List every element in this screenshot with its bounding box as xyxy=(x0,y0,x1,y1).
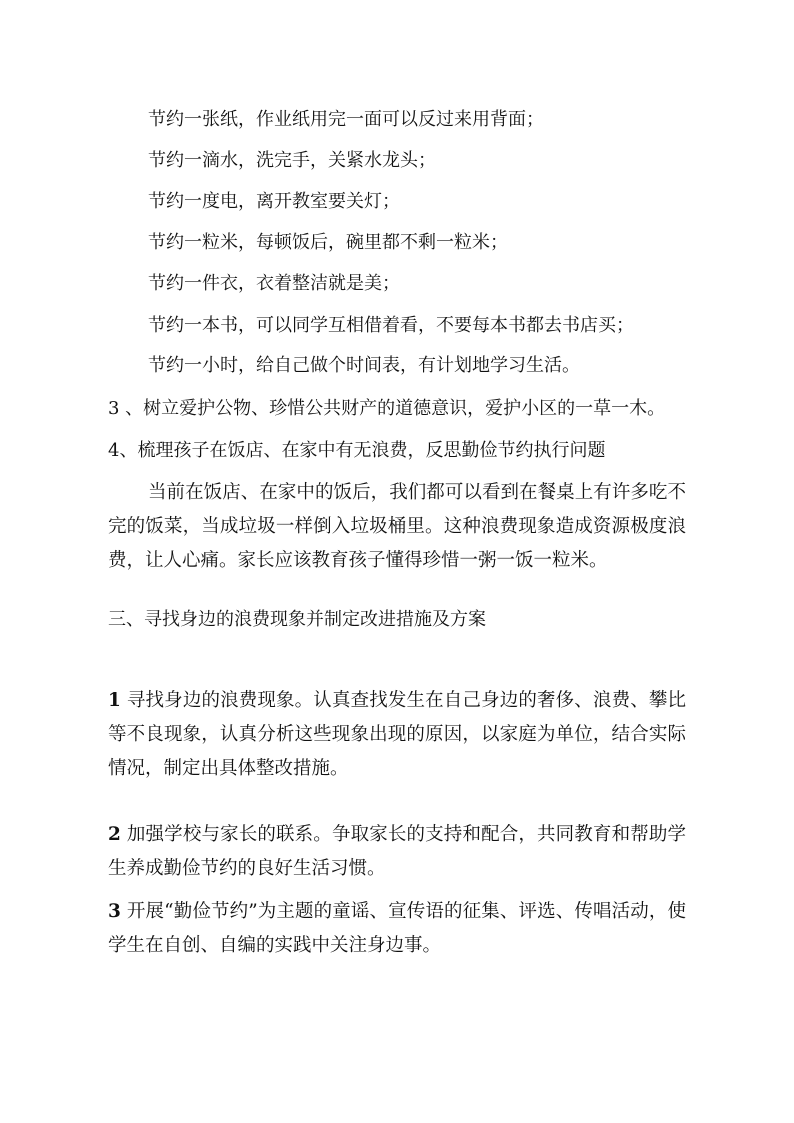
item-4: 4、梳理孩子在饭店、在家中有无浪费，反思勤俭节约执行问题 xyxy=(108,440,606,461)
measure-3 xyxy=(108,895,686,963)
measure-2 xyxy=(108,818,686,886)
saving-line-clothes: 节约一件衣，衣着整洁就是美； xyxy=(148,273,400,294)
measure-3-number: 3 xyxy=(108,901,121,922)
measure-3-text: 开展“勤俭节约”为主题的童谣、宣传语的征集、评选、传唱活动，使学生在自创、自编的实践中关注身边事。 xyxy=(108,901,686,956)
measure-1-number: 1 xyxy=(108,690,121,711)
saving-line-rice: 节约一粒米，每顿饭后，碗里都不剩一粒米； xyxy=(148,232,508,253)
saving-line-water: 节约一滴水，洗完手，关紧水龙头； xyxy=(148,150,436,171)
measure-1 xyxy=(108,684,686,786)
measure-2-text: 加强学校与家长的联系。争取家长的支持和配合，共同教育和帮助学生养成勤俭节约的良好生活习惯。 xyxy=(108,824,686,879)
item-3: 3 、树立爱护公物、珍惜公共财产的道德意识，爱护小区的一草一木。 xyxy=(108,398,666,419)
measure-2-number: 2 xyxy=(108,824,121,845)
saving-line-paper: 节约一张纸，作业纸用完一面可以反过来用背面； xyxy=(148,109,544,130)
item-4-paragraph: 当前在饭店、在家中的饭后，我们都可以看到在餐桌上有许多吃不完的饭菜，当成垃圾一样倒入垃圾桶里。这种浪费现象造成资源极度浪费，让人心痛。家长应该教育孩子懂得珍惜一粥一饭一粒米。 xyxy=(108,482,686,571)
saving-line-electricity: 节约一度电，离开教室要关灯； xyxy=(148,191,400,212)
saving-line-time: 节约一小时，给自己做个时间表，有计划地学习生活。 xyxy=(148,355,580,376)
section-3-title: 三、寻找身边的浪费现象并制定改进措施及方案 xyxy=(108,609,486,630)
measure-1-text: 寻找身边的浪费现象。认真查找发生在自己身边的奢侈、浪费、攀比等不良现象，认真分析这些现象出现的原因，以家庭为单位，结合实际情况，制定出具体整改措施。 xyxy=(108,690,686,779)
saving-line-book: 节约一本书，可以同学互相借着看，不要每本书都去书店买； xyxy=(148,315,634,336)
